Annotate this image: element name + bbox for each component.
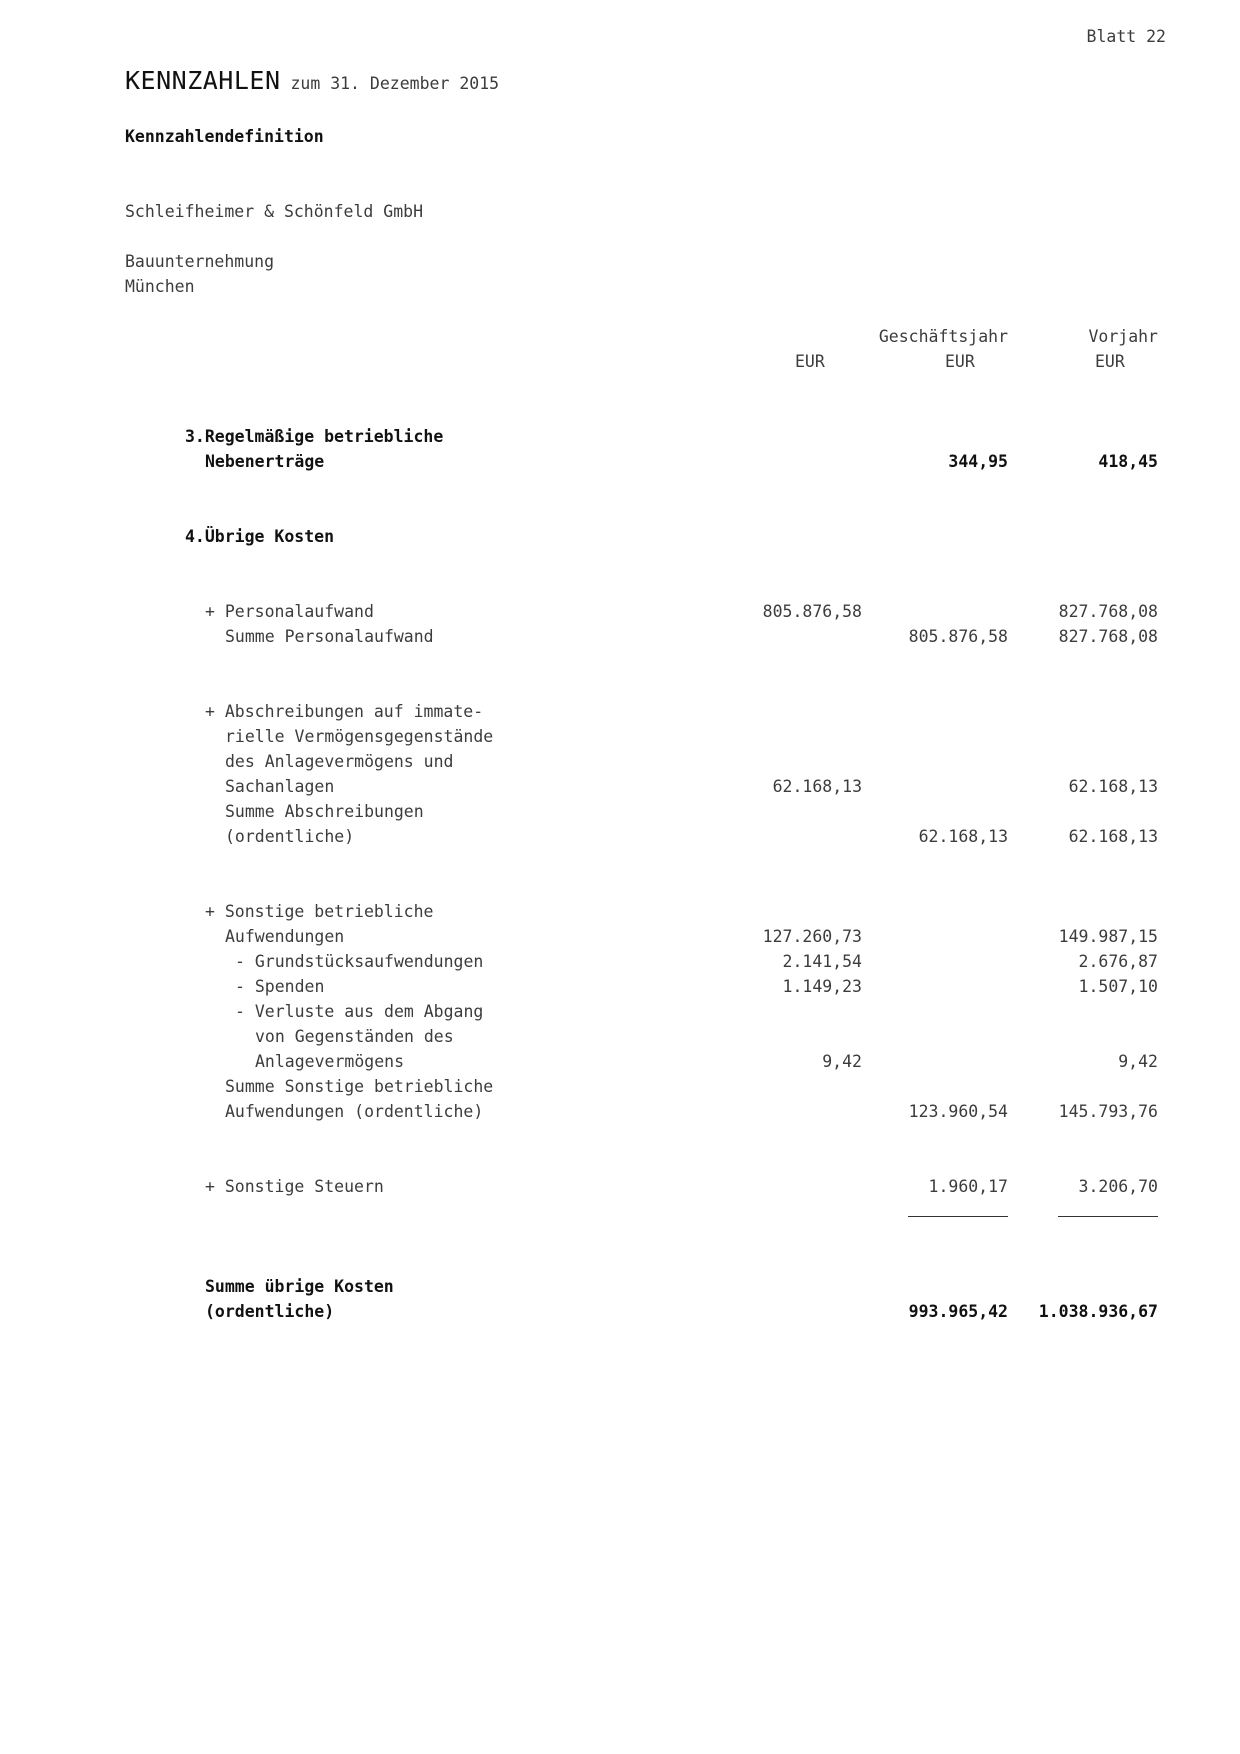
verluste-label-line3: Anlagevermögens [255, 1052, 405, 1071]
steuern-gj-value: 1.960,17 [928, 1177, 1008, 1196]
total-rule-vj [1058, 1216, 1158, 1217]
verluste-value: 9,42 [822, 1052, 862, 1071]
company-name: Schleifheimer & Schönfeld GmbH [125, 202, 424, 221]
page-heading [125, 68, 499, 96]
personal-value: 805.876,58 [762, 602, 862, 621]
sonstige-sum-vj: 145.793,76 [1058, 1102, 1158, 1121]
sonstige-sum-label-line2: Aufwendungen (ordentliche) [225, 1102, 484, 1121]
personal-label: + Personalaufwand [205, 602, 374, 621]
sonstige-label: + Sonstige betriebliche [205, 902, 434, 921]
column-header-geschaeftsjahr: Geschäftsjahr [878, 327, 1008, 346]
total-label-line2: (ordentliche) [205, 1302, 335, 1321]
section-3-vj-value: 418,45 [1098, 452, 1158, 471]
report-date: zum 31. Dezember 2015 [290, 74, 500, 93]
abschreibungen-label: + Abschreibungen auf immate- [205, 702, 484, 721]
sonstige-sum-gj: 123.960,54 [908, 1102, 1008, 1121]
abschreibungen-vj-value: 62.168,13 [1068, 777, 1158, 796]
steuern-label: + Sonstige Steuern [205, 1177, 384, 1196]
total-gj-value: 993.965,42 [908, 1302, 1008, 1321]
page-title: KENNZAHLEN [125, 66, 281, 95]
spenden-vj-value: 1.507,10 [1078, 977, 1158, 996]
sonstige-vj-value: 149.987,15 [1058, 927, 1158, 946]
grundstueck-label: - Grundstücksaufwendungen [235, 952, 484, 971]
section-4-label: 4.Übrige Kosten [185, 527, 335, 546]
personal-sum-label: Summe Personalaufwand [225, 627, 434, 646]
personal-sum-gj: 805.876,58 [908, 627, 1008, 646]
section-3-label-line2: Nebenerträge [205, 452, 325, 471]
verluste-vj-value: 9,42 [1118, 1052, 1158, 1071]
page-subtitle: Kennzahlendefinition [125, 127, 324, 146]
abschreibungen-sum-gj: 62.168,13 [918, 827, 1008, 846]
steuern-vj-value: 3.206,70 [1078, 1177, 1158, 1196]
company-type: Bauunternehmung [125, 252, 275, 271]
sonstige-sum-label: Summe Sonstige betriebliche [225, 1077, 494, 1096]
spenden-label: - Spenden [235, 977, 325, 996]
total-vj-value: 1.038.936,67 [1038, 1302, 1158, 1321]
abschreibungen-value: 62.168,13 [772, 777, 862, 796]
section-3-gj-value: 344,95 [948, 452, 1008, 471]
company-city: München [125, 277, 195, 296]
grundstueck-vj-value: 2.676,87 [1078, 952, 1158, 971]
column-unit-2: EUR [945, 352, 975, 371]
grundstueck-value: 2.141,54 [782, 952, 862, 971]
abschreibungen-label-line4: Sachanlagen [225, 777, 335, 796]
abschreibungen-label-line3: des Anlagevermögens und [225, 752, 454, 771]
total-rule-gj [908, 1216, 1008, 1217]
column-unit-3: EUR [1095, 352, 1125, 371]
abschreibungen-label-line2: rielle Vermögensgegenstände [225, 727, 494, 746]
column-unit-1: EUR [795, 352, 825, 371]
section-3-label: 3.Regelmäßige betriebliche [185, 427, 444, 446]
spenden-value: 1.149,23 [782, 977, 862, 996]
personal-sum-vj: 827.768,08 [1058, 627, 1158, 646]
abschreibungen-sum-label-line2: (ordentliche) [225, 827, 355, 846]
verluste-label: - Verluste aus dem Abgang [235, 1002, 484, 1021]
sonstige-label-line2: Aufwendungen [225, 927, 345, 946]
sheet-number: Blatt 22 [1086, 27, 1166, 46]
abschreibungen-sum-label: Summe Abschreibungen [225, 802, 424, 821]
total-label: Summe übrige Kosten [205, 1277, 394, 1296]
verluste-label-line2: von Gegenständen des [255, 1027, 454, 1046]
sonstige-value: 127.260,73 [762, 927, 862, 946]
personal-vj-value: 827.768,08 [1058, 602, 1158, 621]
abschreibungen-sum-vj: 62.168,13 [1068, 827, 1158, 846]
column-header-vorjahr: Vorjahr [1088, 327, 1158, 346]
